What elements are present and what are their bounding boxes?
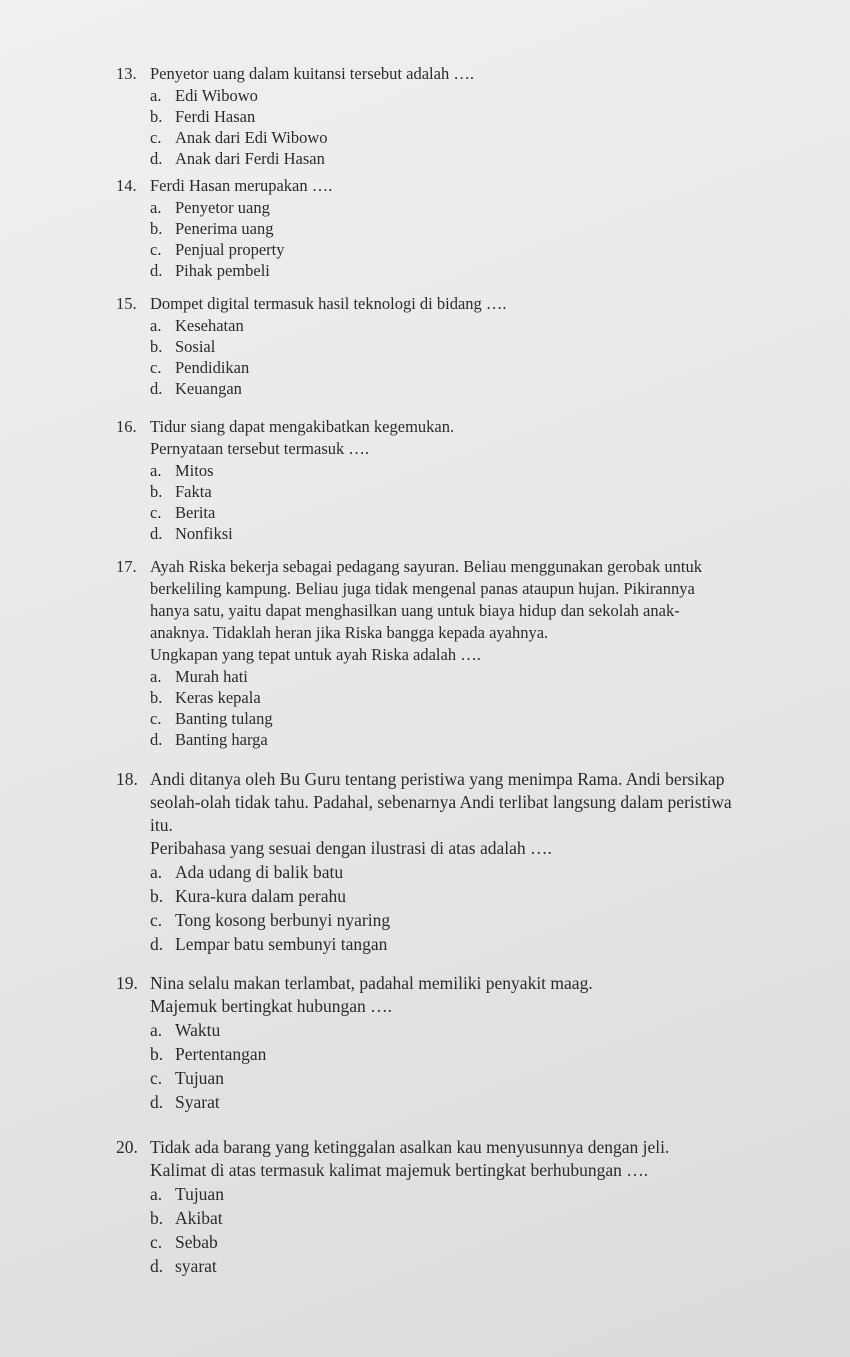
option-text: Sosial (175, 337, 216, 356)
option-text: Tong kosong berbunyi nyaring (175, 910, 391, 930)
option-d[interactable] (116, 148, 474, 169)
option-d[interactable] (116, 729, 702, 750)
option-b[interactable] (116, 884, 732, 908)
question-stem (116, 63, 474, 85)
question-text: Dompet digital termasuk hasil teknologi di bidang …. (150, 294, 507, 313)
options-list (116, 860, 732, 956)
option-text: Keuangan (175, 379, 242, 398)
option-text: Penyetor uang (175, 198, 270, 217)
option-text: Banting harga (175, 730, 268, 749)
option-letter: d. (150, 524, 163, 543)
question-16 (116, 416, 454, 544)
option-letter: a. (150, 862, 163, 882)
option-a[interactable] (116, 1182, 669, 1206)
option-letter: d. (150, 1256, 164, 1276)
option-text: Murah hati (175, 667, 248, 686)
option-letter: b. (150, 688, 163, 707)
options-list (116, 315, 507, 399)
option-text: Tujuan (175, 1184, 224, 1204)
option-text: Waktu (175, 1020, 221, 1040)
option-text: Pendidikan (175, 358, 250, 377)
option-letter: d. (150, 934, 164, 954)
question-text-line: Kalimat di atas termasuk kalimat majemuk bertingkat berhubungan …. (150, 1160, 649, 1180)
question-number: 15. (116, 294, 137, 313)
question-text-line: berkeliling kampung. Beliau juga tidak mengenal panas ataupun hujan. Pikirannya (150, 579, 695, 598)
question-text-line: Peribahasa yang sesuai dengan ilustrasi di atas adalah …. (150, 838, 552, 858)
option-d[interactable] (116, 1090, 593, 1114)
option-text: Sebab (175, 1232, 218, 1252)
option-a[interactable] (116, 860, 732, 884)
options-list (116, 1018, 593, 1114)
option-a[interactable] (116, 666, 702, 687)
option-d[interactable] (116, 260, 332, 281)
option-text: Penerima uang (175, 219, 274, 238)
option-d[interactable] (116, 1254, 669, 1278)
question-stem (116, 416, 454, 438)
question-text-line: Ungkapan yang tepat untuk ayah Riska adalah …. (150, 645, 481, 664)
option-c[interactable] (116, 1066, 593, 1090)
option-letter: a. (150, 667, 162, 686)
question-text: Ayah Riska bekerja sebagai pedagang sayuran. Beliau menggunakan gerobak untuk (150, 557, 702, 576)
option-letter: c. (150, 1232, 163, 1252)
option-letter: a. (150, 198, 162, 217)
option-a[interactable] (116, 197, 332, 218)
question-18 (116, 768, 732, 956)
question-stem (116, 768, 732, 791)
question-number: 19. (116, 973, 138, 993)
option-text: Kura-kura dalam perahu (175, 886, 347, 906)
option-text: Ferdi Hasan (175, 107, 256, 126)
option-c[interactable] (116, 357, 507, 378)
option-letter: c. (150, 358, 162, 377)
option-text: Kesehatan (175, 316, 244, 335)
option-b[interactable] (116, 687, 702, 708)
question-stem (116, 175, 332, 197)
options-list (116, 85, 474, 169)
question-number: 16. (116, 417, 137, 436)
option-letter: d. (150, 730, 163, 749)
question-text: Penyetor uang dalam kuitansi tersebut adalah …. (150, 64, 474, 83)
question-number: 17. (116, 557, 137, 576)
option-letter: d. (150, 1092, 164, 1112)
question-text-line: hanya satu, yaitu dapat menghasilkan uang untuk biaya hidup dan sekolah anak- (150, 601, 680, 620)
options-list (116, 1182, 669, 1278)
option-c[interactable] (116, 1230, 669, 1254)
option-letter: a. (150, 316, 162, 335)
option-letter: b. (150, 1044, 164, 1064)
option-letter: b. (150, 219, 163, 238)
question-stem (116, 1136, 669, 1159)
option-letter: d. (150, 379, 163, 398)
question-14 (116, 175, 332, 281)
question-text: Tidur siang dapat mengakibatkan kegemukan. (150, 417, 455, 436)
option-a[interactable] (116, 1018, 593, 1042)
option-d[interactable] (116, 932, 732, 956)
question-text-line: anaknya. Tidaklah heran jika Riska bangga kepada ayahnya. (150, 623, 549, 642)
question-text: Ferdi Hasan merupakan …. (150, 176, 333, 195)
question-text: Tidak ada barang yang ketinggalan asalkan kau menyusunnya dengan jeli. (150, 1137, 670, 1157)
option-text: Fakta (175, 482, 212, 501)
option-text: Edi Wibowo (175, 86, 258, 105)
option-letter: a. (150, 1020, 163, 1040)
question-13 (116, 63, 474, 169)
question-15 (116, 293, 507, 399)
option-a[interactable] (116, 460, 454, 481)
option-text: syarat (175, 1256, 217, 1276)
option-c[interactable] (116, 908, 732, 932)
question-text-line: itu. (150, 815, 173, 835)
option-letter: a. (150, 86, 162, 105)
option-text: Keras kepala (175, 688, 261, 707)
question-text-line: Majemuk bertingkat hubungan …. (150, 996, 393, 1016)
option-text: Banting tulang (175, 709, 273, 728)
option-d[interactable] (116, 523, 454, 544)
option-text: Lempar batu sembunyi tangan (175, 934, 388, 954)
question-number: 18. (116, 769, 138, 789)
question-19 (116, 972, 593, 1114)
option-letter: a. (150, 461, 162, 480)
option-c[interactable] (116, 239, 332, 260)
option-letter: b. (150, 107, 163, 126)
option-letter: b. (150, 1208, 164, 1228)
option-letter: c. (150, 240, 162, 259)
option-text: Syarat (175, 1092, 220, 1112)
question-stem (116, 556, 702, 578)
question-17 (116, 556, 702, 750)
option-text: Berita (175, 503, 216, 522)
question-20 (116, 1136, 669, 1278)
option-letter: c. (150, 503, 162, 522)
question-stem (116, 293, 507, 315)
option-text: Akibat (175, 1208, 223, 1228)
option-letter: d. (150, 261, 163, 280)
option-b[interactable] (116, 481, 454, 502)
option-letter: c. (150, 709, 162, 728)
option-text: Ada udang di balik batu (175, 862, 344, 882)
question-text-line: seolah-olah tidak tahu. Padahal, sebenarnya Andi terlibat langsung dalam peristiwa (150, 792, 732, 812)
option-text: Pertentangan (175, 1044, 267, 1064)
option-letter: d. (150, 149, 163, 168)
option-b[interactable] (116, 218, 332, 239)
question-stem (116, 972, 593, 995)
option-text: Mitos (175, 461, 214, 480)
option-text: Anak dari Edi Wibowo (175, 128, 328, 147)
question-text-line: Pernyataan tersebut termasuk …. (150, 439, 370, 458)
option-a[interactable] (116, 85, 474, 106)
question-number: 20. (116, 1137, 138, 1157)
option-letter: b. (150, 886, 164, 906)
options-list (116, 197, 332, 281)
option-d[interactable] (116, 378, 507, 399)
option-b[interactable] (116, 1206, 669, 1230)
question-text: Nina selalu makan terlambat, padahal memiliki penyakit maag. (150, 973, 593, 993)
option-text: Nonfiksi (175, 524, 233, 543)
option-text: Pihak pembeli (175, 261, 270, 280)
options-list (116, 666, 702, 750)
option-text: Tujuan (175, 1068, 224, 1088)
option-letter: b. (150, 482, 163, 501)
question-number: 13. (116, 64, 137, 83)
option-c[interactable] (116, 127, 474, 148)
option-c[interactable] (116, 708, 702, 729)
option-a[interactable] (116, 315, 507, 336)
option-letter: c. (150, 1068, 163, 1088)
question-text: Andi ditanya oleh Bu Guru tentang peristiwa yang menimpa Rama. Andi bersikap (150, 769, 725, 789)
option-letter: a. (150, 1184, 163, 1204)
option-text: Penjual property (175, 240, 285, 259)
option-b[interactable] (116, 1042, 593, 1066)
option-letter: b. (150, 337, 163, 356)
option-b[interactable] (116, 336, 507, 357)
option-c[interactable] (116, 502, 454, 523)
option-letter: c. (150, 910, 163, 930)
options-list (116, 460, 454, 544)
question-number: 14. (116, 176, 137, 195)
option-b[interactable] (116, 106, 474, 127)
option-letter: c. (150, 128, 162, 147)
option-text: Anak dari Ferdi Hasan (175, 149, 325, 168)
